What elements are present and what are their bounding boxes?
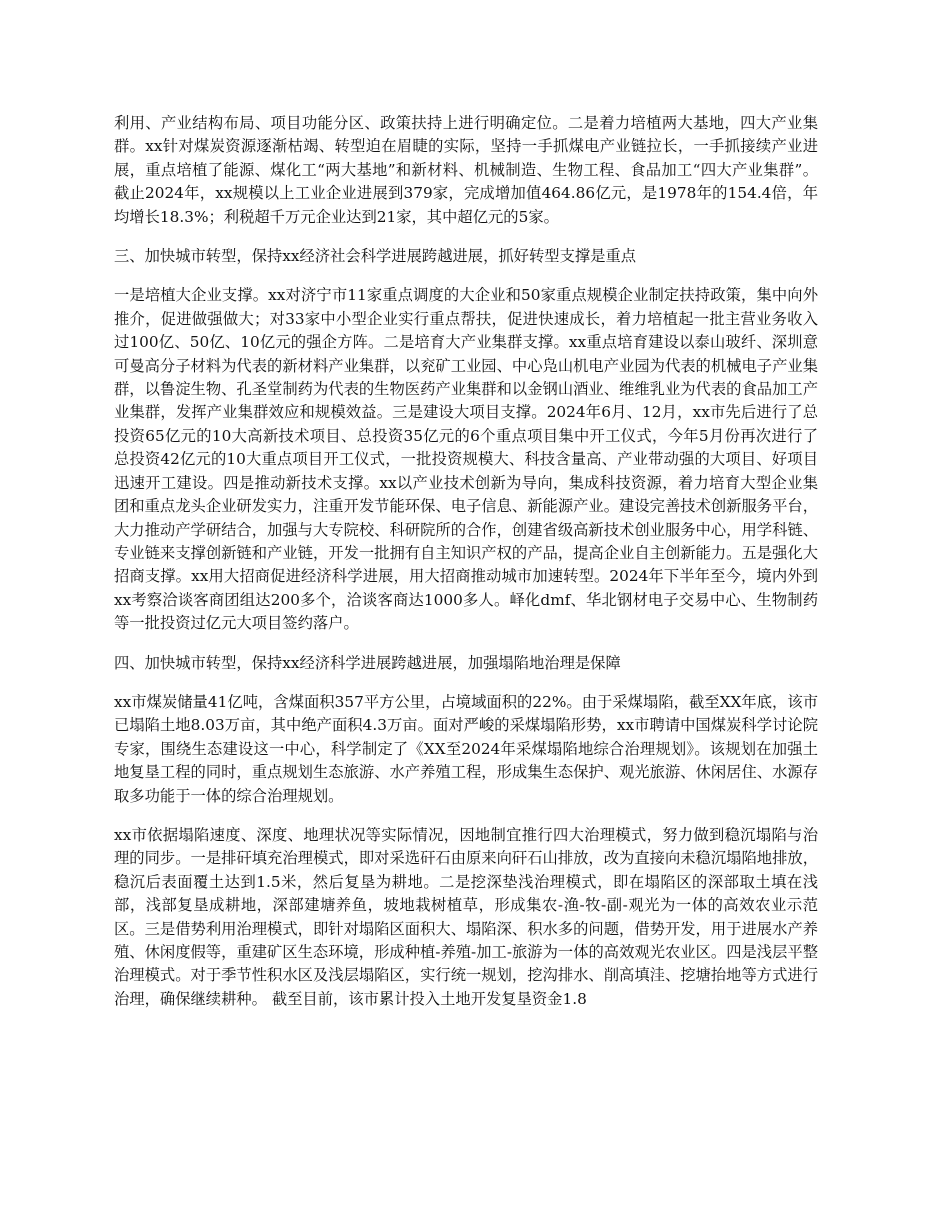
paragraph-industry-clusters: 利用、产业结构布局、项目功能分区、政策扶持上进行明确定位。二是着力培植两大基地，四大产业集群。xx针对煤炭资源逐渐枯竭、转型迫在眉睫的实际，坚持一手抓煤电产业链拉长，一手抓接续产业进展，重点培植了能源、煤化工“两大基地”和新材料、机械制造、生物工程、食品加工“四大产业集群”。截止2024年，xx规模以上工业企业进展到379家，完成增加值464.86亿元，是1978年的154.4倍，年均增长18.3%；利税超千万元企业达到21家，其中超亿元的5家。 xyxy=(114,114,818,226)
section-heading-transformation-support: 三、加快城市转型，保持xx经济社会科学进展跨越进展，抓好转型支撑是重点 xyxy=(114,247,637,266)
paragraph-coal-subsidence: xx市煤炭储量41亿吨，含煤面积357平方公里，占境域面积的22%。由于采煤塌陷，截至XX年底，该市已塌陷土地8.03万亩，其中绝产面积4.3万亩。面对严峻的采煤塌陷形势，xx市聘请中国煤炭科学讨论院专家，围绕生态建设这一中心，科学制定了《XX至2024年采煤塌陷地综合治理规划》。该规划在加强土地复垦工程的同时，重点规划生态旅游、水产养殖工程，形成集生态保护、观光旅游、休闲居住、水源存取多功能于一体的综合治理规划。 xyxy=(114,692,818,805)
paragraph-enterprise-support: 一是培植大企业支撑。xx对济宁市11家重点调度的大企业和50家重点规模企业制定扶持政策，集中向外推介，促进做强做大；对33家中小型企业实行重点帮扶，促进快速成长，着力培植起一批主营业务收入过100亿、50亿、10亿元的强企方阵。二是培育大产业集群支撑。xx重点培育建设以泰山玻纤、深圳意可曼高分子材料为代表的新材料产业集群，以兖矿工业园、中心凫山机电产业园为代表的机械电子产业集群，以鲁淀生物、孔圣堂制药为代表的生物医药产业集群和以金钢山酒业、维维乳业为代表的食品加工产业集群，发挥产业集群效应和规模效益。三是建设大项目支撑。2024年6月、12月，xx市先后进行了总投资65亿元的10大高新技术项目、总投资35亿元的6个重点项目集中开工仪式，今年5月份再次进行了总投资42亿元的10大重点项目开工仪式，一批投资规模大、科技含量高、产业带动强的大项目、好项目迅速开工建设。四是推动新技术支撑。xx以产业技术创新为导向，集成科技资源，着力培育大型企业集团和重点龙头企业研发实力，注重开发节能环保、电子信息、新能源产业。建设完善技术创新服务平台，大力推动产学研结合，加强与大专院校、科研院所的合作，创建省级高新技术创业服务中心，用学科链、专业链来支撑创新链和产业链，开发一批拥有自主知识产权的产品，提高企业自主创新能力。五是强化大招商支撑。xx用大招商促进经济科学进展，用大招商推动城市加速转型。2024年下半年至今，境内外到xx考察洽谈客商团组达200多个，洽谈客商达1000多人。峄化dmf、华北钢材电子交易中心、生物制药等一批投资过亿元大项目签约落户。 xyxy=(114,286,818,633)
paragraph-governance-models: xx市依据塌陷速度、深度、地理状况等实际情况，因地制宜推行四大治理模式，努力做到稳沉塌陷与治理的同步。一是排矸填充治理模式，即对采选矸石由原来向矸石山排放，改为直接向未稳沉塌陷地排放，稳沉后表面覆土达到1.5米，然后复垦为耕地。二是挖深垫浅治理模式，即在塌陷区的深部取土填在浅部，浅部复垦成耕地，深部建塘养鱼，坡地栽树植草，形成集农-渔-牧-副-观光为一体的高效农业示范区。三是借势利用治理模式，即针对塌陷区面积大、塌陷深、积水多的问题，借势开发，用于进展水产养殖、休闲度假等，重建矿区生态环境，形成种植-养殖-加工-旅游为一体的高效观光农业区。四是浅层平整治理模式。对于季节性积水区及浅层塌陷区，实行统一规划，挖沟排水、削高填洼、挖塘抬地等方式进行治理，确保继续耕种。 截至目前，该市累计投入土地开发复垦资金1.8 xyxy=(114,825,818,1008)
section-heading-subsidence-governance: 四、加快城市转型，保持xx经济科学进展跨越进展，加强塌陷地治理是保障 xyxy=(114,653,621,672)
